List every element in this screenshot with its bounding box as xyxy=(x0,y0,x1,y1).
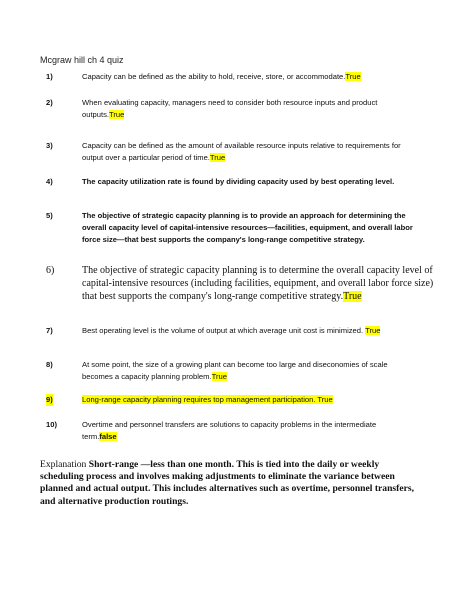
question-text: Overtime and personnel transfers are solutions to capacity problems in the intermediate term.false xyxy=(82,420,377,441)
answer-highlight: True xyxy=(109,110,125,119)
question-text: The objective of strategic capacity planning is to provide an approach for determining the overall capacity level of capital-intensive resources—facilities, equipment, and overall labor force size—that best supports the company's long-range competitive strategy. xyxy=(82,211,413,244)
question-number: 8) xyxy=(46,360,53,369)
question-number: 7) xyxy=(46,326,53,335)
question-text: Capacity can be defined as the amount of available resource inputs relative to requirements for output over a particular period of time.True xyxy=(82,141,401,162)
answer-highlight: false xyxy=(99,432,117,441)
question-text: Capacity can be defined as the ability to hold, receive, store, or accommodate.True xyxy=(82,72,361,81)
question-number: 2) xyxy=(46,98,53,107)
question-text: At some point, the size of a growing plant can become too large and diseconomies of scale becomes a capacity planning problem.True xyxy=(82,360,388,381)
explanation-lead: Explanation xyxy=(40,459,87,470)
answer-highlight: True xyxy=(209,153,226,162)
answer-highlight: True xyxy=(365,326,381,335)
question-text: Long-range capacity planning requires top management participation. True xyxy=(82,395,333,404)
answer-highlight: True xyxy=(211,372,227,381)
question-text: The capacity utilization rate is found by dividing capacity used by best operating level. xyxy=(82,177,395,186)
answer-highlight: True xyxy=(343,291,362,302)
question-text: Best operating level is the volume of output at which average unit cost is minimized. True xyxy=(82,326,381,335)
question-number: 5) xyxy=(46,211,53,220)
answer-highlight: True xyxy=(345,72,361,81)
question-number: 6) xyxy=(46,265,55,276)
question-number: 4) xyxy=(46,177,53,186)
answer-highlight: True xyxy=(317,395,333,404)
question-number: 10) xyxy=(46,420,57,429)
question-text: The objective of strategic capacity planning is to determine the overall capacity level of capital-intensive resources (including facilities, equipment, and overall labor force size) that best supports the company's long-range competitive strategy.True xyxy=(82,265,434,302)
explanation-paragraph: Explanation Short-range —less than one month. This is tied into the daily or weekly scheduling process and involves making adjustments to eliminate the variance between planned and actual output. This includes alternatives such as overtime, personnel transfers, and alternative production routings. xyxy=(40,459,415,507)
question-number: 3) xyxy=(46,141,53,150)
question-number: 1) xyxy=(46,72,53,81)
question-number: 9) xyxy=(46,395,53,404)
question-text: When evaluating capacity, managers need to consider both resource inputs and product outputs.True xyxy=(82,98,378,119)
page-title: Mcgraw hill ch 4 quiz xyxy=(40,55,124,65)
